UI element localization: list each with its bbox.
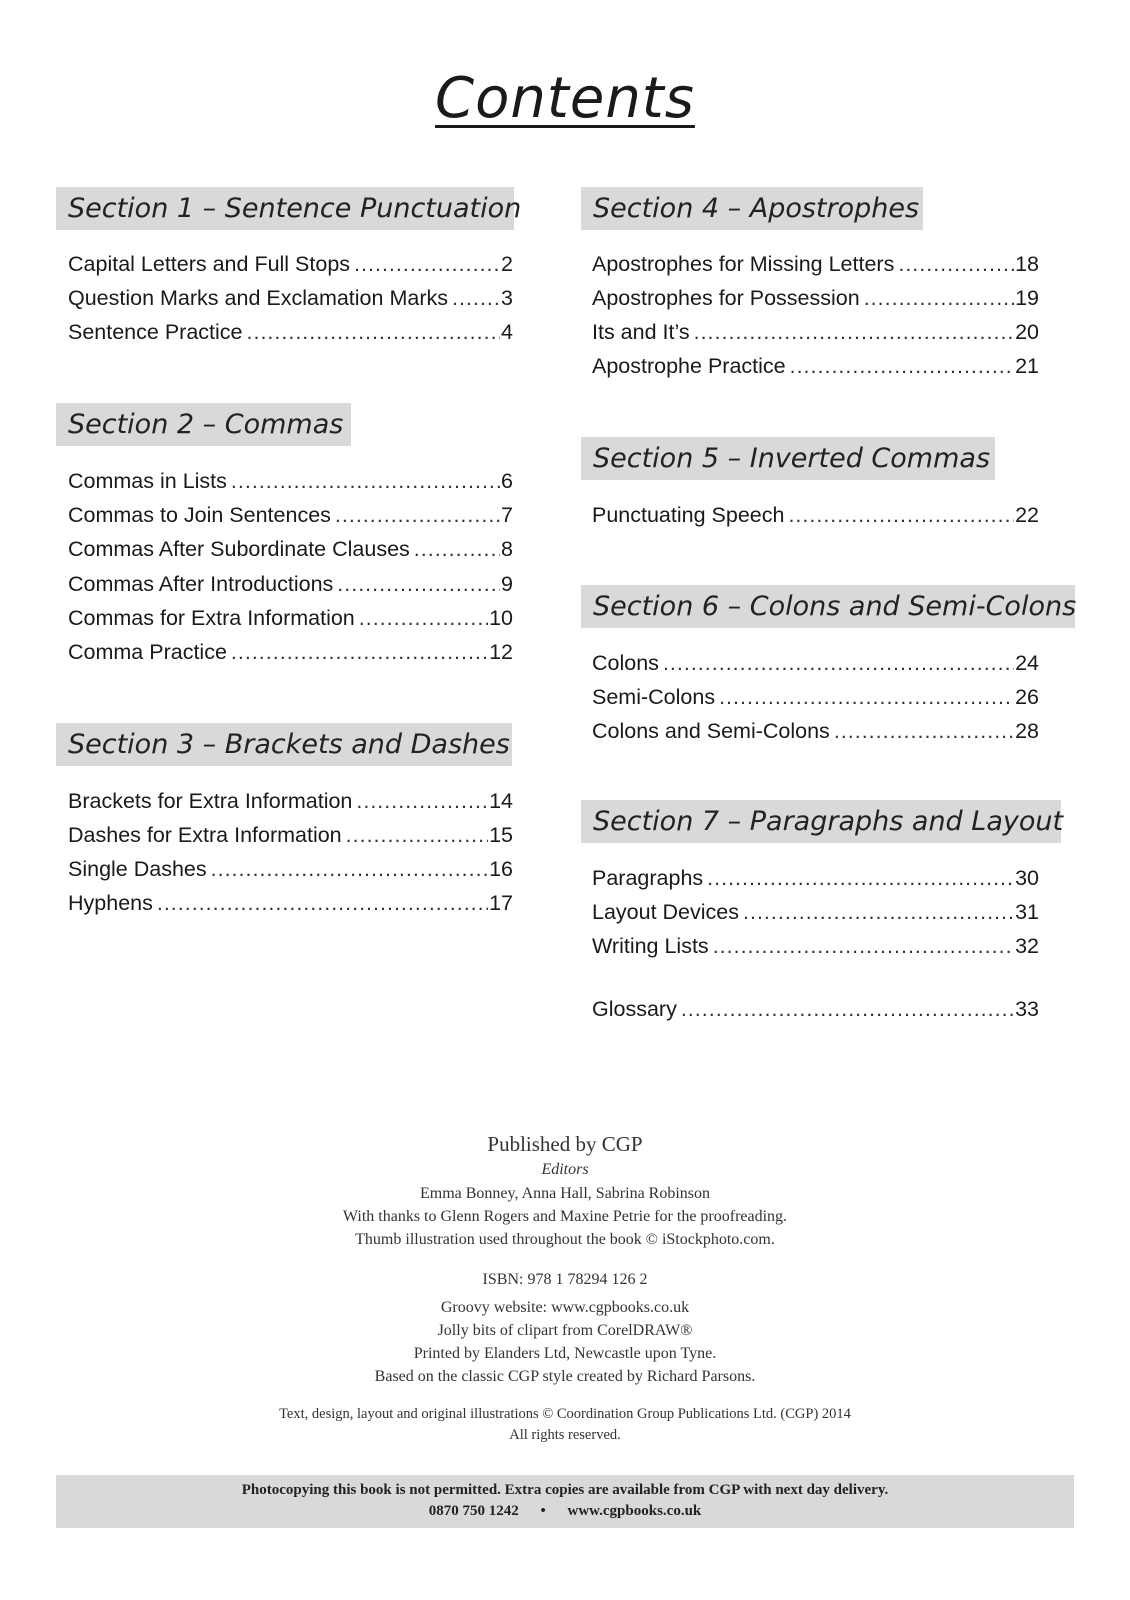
toc-entry[interactable] bbox=[68, 286, 513, 316]
copyright-line: Text, design, layout and original illustrations © Coordination Group Publications Ltd. (CGP) 2014 bbox=[279, 1406, 851, 1422]
toc-entry-label: Commas After Subordinate Clauses bbox=[68, 537, 410, 561]
toc-entry-label: Its and It’s bbox=[592, 320, 690, 344]
publisher-line: Published by CGP bbox=[487, 1132, 643, 1156]
toc-entry-page: 28 bbox=[1015, 719, 1039, 743]
toc-entry-page: 26 bbox=[1015, 685, 1039, 709]
bullet-separator: • bbox=[540, 1503, 546, 1519]
toc-entry-page: 7 bbox=[501, 503, 513, 527]
toc-entry[interactable] bbox=[68, 606, 513, 636]
dot-leader bbox=[356, 789, 488, 814]
dot-leader bbox=[743, 900, 1014, 925]
dot-leader bbox=[663, 651, 1014, 676]
toc-entry[interactable] bbox=[68, 320, 513, 350]
toc-entry[interactable] bbox=[592, 866, 1039, 896]
dot-leader bbox=[414, 537, 500, 562]
toc-entry-label: Comma Practice bbox=[68, 640, 227, 664]
toc-entry-label: Punctuating Speech bbox=[592, 503, 785, 527]
dot-leader bbox=[788, 503, 1014, 528]
section-3-heading: Section 3 – Brackets and Dashes bbox=[56, 723, 512, 766]
dot-leader bbox=[359, 606, 488, 631]
toc-entry-page: 19 bbox=[1015, 286, 1039, 310]
toc-entry-page: 20 bbox=[1015, 320, 1039, 344]
toc-entry-label: Colons and Semi-Colons bbox=[592, 719, 830, 743]
toc-entry[interactable] bbox=[68, 823, 513, 853]
toc-entry[interactable] bbox=[68, 789, 513, 819]
dot-leader bbox=[335, 503, 500, 528]
toc-entry-glossary[interactable] bbox=[592, 997, 1039, 1027]
toc-entry-label: Sentence Practice bbox=[68, 320, 243, 344]
dot-leader bbox=[707, 866, 1014, 891]
dot-leader bbox=[834, 719, 1014, 744]
toc-entry-page: 22 bbox=[1015, 503, 1039, 527]
toc-entry-label: Semi-Colons bbox=[592, 685, 716, 709]
printer-line: Printed by Elanders Ltd, Newcastle upon Tyne. bbox=[413, 1345, 717, 1362]
toc-entry-page: 24 bbox=[1015, 651, 1039, 675]
toc-entry[interactable] bbox=[592, 900, 1039, 930]
toc-entry-label: Commas for Extra Information bbox=[68, 606, 355, 630]
toc-entry-page: 32 bbox=[1015, 934, 1039, 958]
toc-entry-page: 8 bbox=[501, 537, 513, 561]
rights-line: All rights reserved. bbox=[509, 1427, 621, 1443]
section-6-heading: Section 6 – Colons and Semi-Colons bbox=[581, 585, 1075, 628]
toc-entry-label: Writing Lists bbox=[592, 934, 709, 958]
dot-leader bbox=[211, 857, 488, 882]
toc-entry[interactable] bbox=[68, 572, 513, 602]
dot-leader bbox=[719, 685, 1014, 710]
toc-entry-label: Commas to Join Sentences bbox=[68, 503, 331, 527]
dot-leader bbox=[337, 572, 500, 597]
dot-leader bbox=[790, 354, 1014, 379]
thumb-credit: Thumb illustration used throughout the book © iStockphoto.com. bbox=[355, 1231, 775, 1248]
dot-leader bbox=[898, 252, 1014, 277]
dot-leader bbox=[231, 640, 488, 665]
dot-leader bbox=[681, 997, 1014, 1022]
toc-entry[interactable] bbox=[592, 503, 1039, 533]
toc-entry-page: 10 bbox=[489, 606, 513, 630]
section-1-heading: Section 1 – Sentence Punctuation bbox=[56, 187, 514, 230]
section-2-heading: Section 2 – Commas bbox=[56, 403, 351, 446]
imprint bbox=[0, 1130, 1130, 1446]
dot-leader bbox=[864, 286, 1014, 311]
thanks-line: With thanks to Glenn Rogers and Maxine Petrie for the proofreading. bbox=[342, 1208, 788, 1225]
toc-entry-page: 17 bbox=[489, 891, 513, 915]
website-url[interactable]: www.cgpbooks.co.uk bbox=[567, 1503, 702, 1519]
toc-entry-page: 30 bbox=[1015, 866, 1039, 890]
toc-entry-label: Colons bbox=[592, 651, 659, 675]
phone-number: 0870 750 1242 bbox=[428, 1503, 519, 1519]
toc-entry-page: 14 bbox=[489, 789, 513, 813]
toc-entry-label: Apostrophes for Missing Letters bbox=[592, 252, 895, 276]
toc-entry-page: 9 bbox=[501, 572, 513, 596]
dot-leader bbox=[452, 286, 500, 311]
toc-entry-label: Paragraphs bbox=[592, 866, 704, 890]
toc-entry-label: Capital Letters and Full Stops bbox=[68, 252, 351, 276]
toc-entry[interactable] bbox=[592, 719, 1039, 749]
toc-entry-label: Dashes for Extra Information bbox=[68, 823, 342, 847]
toc-entry-label: Glossary bbox=[592, 997, 677, 1021]
toc-entry[interactable] bbox=[592, 286, 1039, 316]
toc-entry-label: Question Marks and Exclamation Marks bbox=[68, 286, 448, 310]
editors-names: Emma Bonney, Anna Hall, Sabrina Robinson bbox=[419, 1185, 711, 1202]
toc-entry-page: 3 bbox=[501, 286, 513, 310]
toc-entry-page: 6 bbox=[501, 469, 513, 493]
toc-entry[interactable] bbox=[68, 891, 513, 921]
clipart-credit: Jolly bits of clipart from CorelDRAW® bbox=[437, 1322, 693, 1339]
toc-entry[interactable] bbox=[592, 651, 1039, 681]
toc-entry-page: 21 bbox=[1015, 354, 1039, 378]
style-credit: Based on the classic CGP style created by Richard Parsons. bbox=[374, 1368, 756, 1385]
dot-leader bbox=[713, 934, 1014, 959]
photocopy-notice: Photocopying this book is not permitted. Extra copies are available from CGP with next day delivery. bbox=[241, 1482, 889, 1498]
toc-entry[interactable] bbox=[68, 640, 513, 670]
toc-entry-label: Brackets for Extra Information bbox=[68, 789, 353, 813]
footer-banner bbox=[56, 1475, 1074, 1528]
dot-leader bbox=[231, 469, 500, 494]
website-line: Groovy website: www.cgpbooks.co.uk bbox=[440, 1299, 690, 1316]
dot-leader bbox=[354, 252, 500, 277]
toc-entry-page: 12 bbox=[489, 640, 513, 664]
toc-entry-label: Hyphens bbox=[68, 891, 153, 915]
page-title: Contents bbox=[435, 66, 695, 131]
toc-entry-page: 31 bbox=[1015, 900, 1039, 924]
toc-entry-page: 15 bbox=[489, 823, 513, 847]
dot-leader bbox=[157, 891, 488, 916]
toc-entry-page: 18 bbox=[1015, 252, 1039, 276]
toc-entry-label: Commas After Introductions bbox=[68, 572, 334, 596]
toc-entry[interactable] bbox=[68, 469, 513, 499]
toc-entry[interactable] bbox=[68, 252, 513, 282]
dot-leader bbox=[346, 823, 488, 848]
dot-leader bbox=[694, 320, 1014, 345]
contact-line bbox=[56, 1501, 1074, 1522]
editors-heading: Editors bbox=[541, 1161, 589, 1178]
toc-entry[interactable] bbox=[592, 320, 1039, 350]
toc-entry-label: Commas in Lists bbox=[68, 469, 227, 493]
isbn: ISBN: 978 1 78294 126 2 bbox=[482, 1271, 648, 1288]
section-4-heading: Section 4 – Apostrophes bbox=[581, 187, 923, 230]
toc-entry[interactable] bbox=[68, 537, 513, 567]
toc-entry[interactable] bbox=[68, 503, 513, 533]
toc-entry-label: Single Dashes bbox=[68, 857, 207, 881]
toc-entry-label: Apostrophe Practice bbox=[592, 354, 786, 378]
toc-entry[interactable] bbox=[592, 354, 1039, 384]
toc-entry-page: 16 bbox=[489, 857, 513, 881]
toc-entry-page: 33 bbox=[1015, 997, 1039, 1021]
toc-entry[interactable] bbox=[592, 934, 1039, 964]
toc-entry-label: Layout Devices bbox=[592, 900, 739, 924]
toc-entry-page: 2 bbox=[501, 252, 513, 276]
section-5-heading: Section 5 – Inverted Commas bbox=[581, 437, 995, 480]
dot-leader bbox=[247, 320, 501, 345]
toc-entry-label: Apostrophes for Possession bbox=[592, 286, 860, 310]
section-7-heading: Section 7 – Paragraphs and Layout bbox=[581, 800, 1061, 843]
toc-entry[interactable] bbox=[592, 252, 1039, 282]
toc-entry[interactable] bbox=[592, 685, 1039, 715]
toc-entry-page: 4 bbox=[501, 320, 513, 344]
toc-entry[interactable] bbox=[68, 857, 513, 887]
